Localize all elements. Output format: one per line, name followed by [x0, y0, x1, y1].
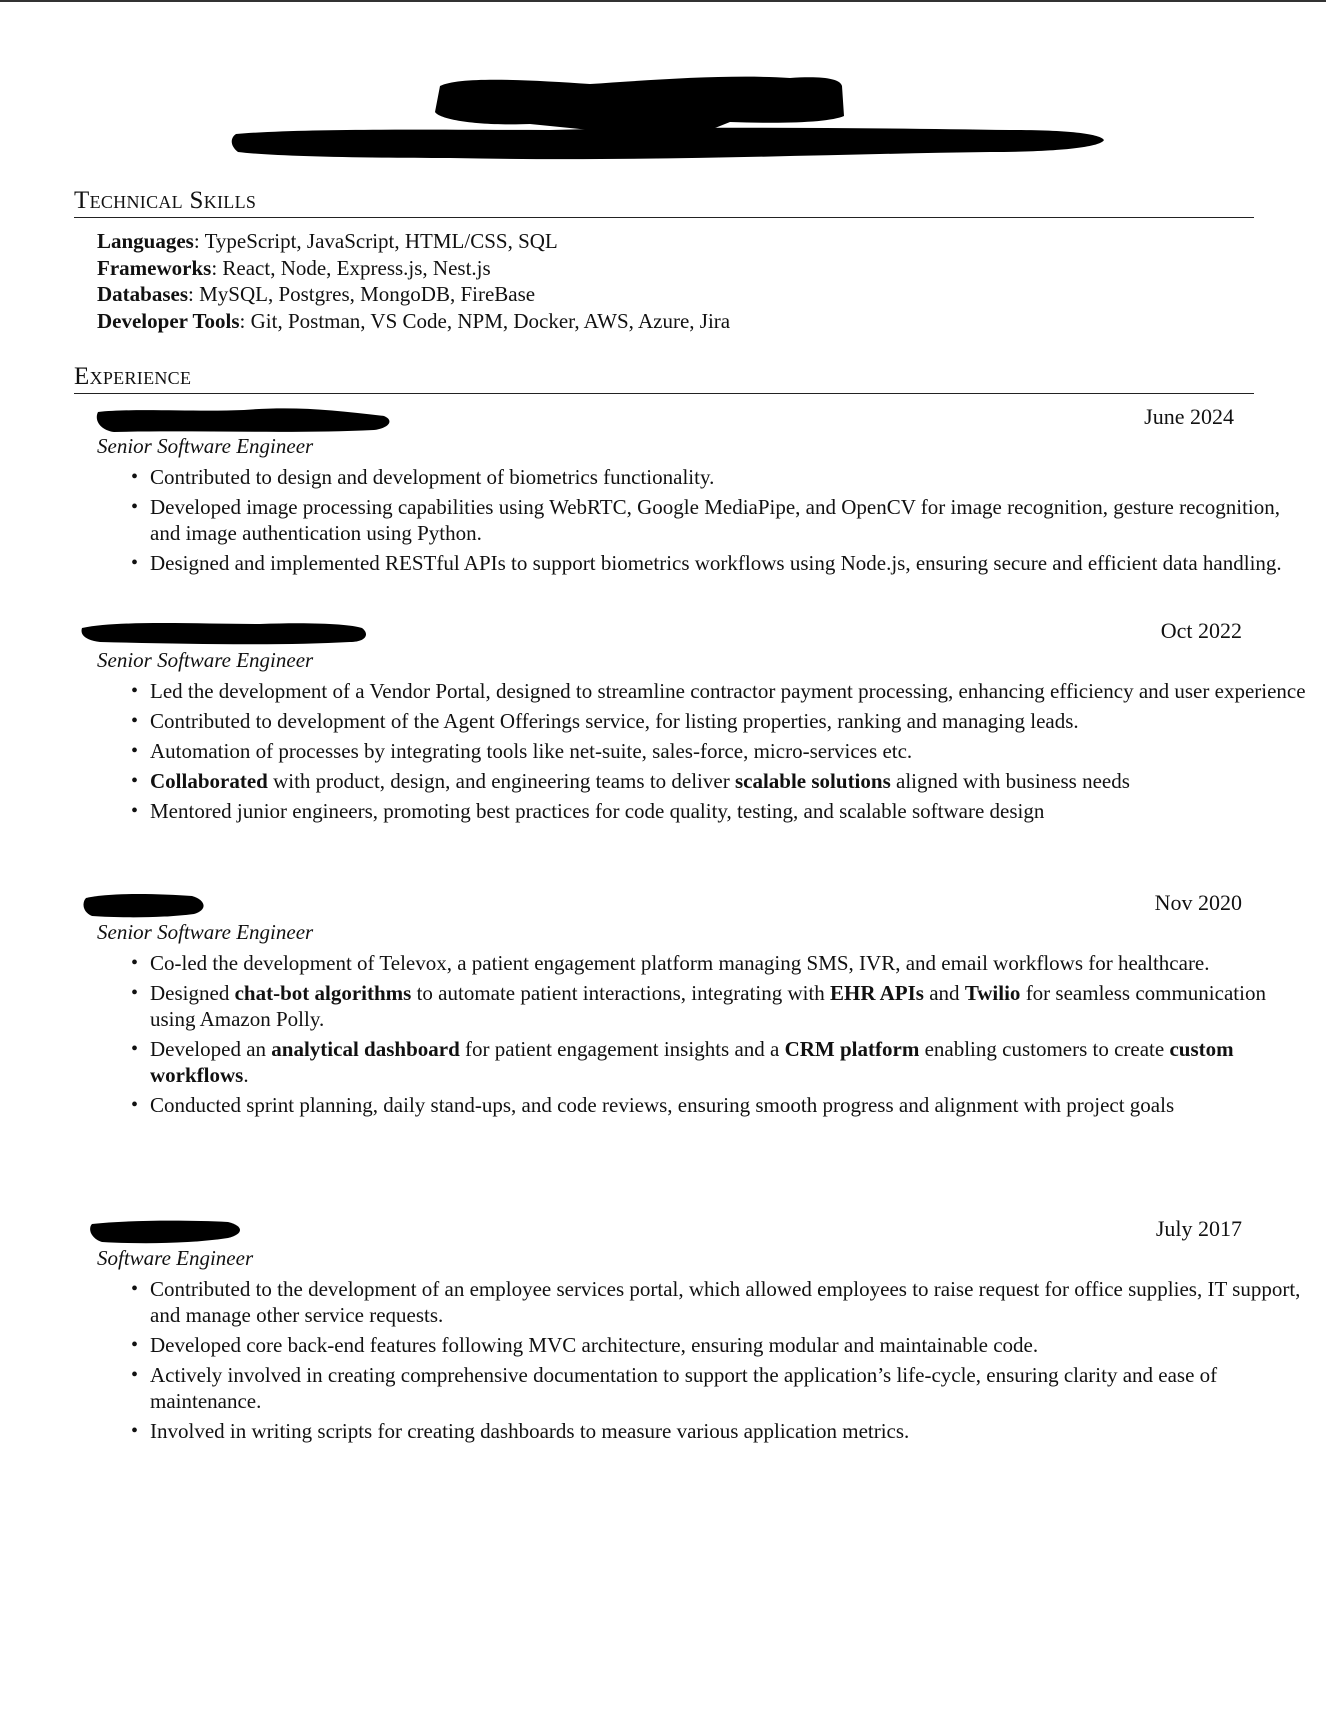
- job-role: Senior Software Engineer: [97, 434, 314, 458]
- bullet-item: • Actively involved in creating comprehensive documentation to support the application’s life-cycle, ensuring clarity and ease of maintenance.: [150, 1362, 1310, 1414]
- bullet-item: • Developed image processing capabilities using WebRTC, Google MediaPipe, and OpenCV for image recognition, gesture recognition, and image authentication using Python.: [150, 494, 1310, 546]
- bullet-item: • Mentored junior engineers, promoting best practices for code quality, testing, and scalable software design: [150, 798, 1310, 824]
- skill-row-databases: Databases: MySQL, Postgres, MongoDB, FireBase: [97, 282, 536, 306]
- bullet-item: • Developed core back-end features following MVC architecture, ensuring modular and maintainable code.: [150, 1332, 1310, 1358]
- skill-row-developer-tools: Developer Tools: Git, Postman, VS Code, NPM, Docker, AWS, Azure, Jira: [97, 308, 731, 333]
- skills-section-title: Technical Skills: [74, 186, 1254, 218]
- experience-section-title: Experience: [74, 362, 1254, 394]
- job-date: Nov 2020: [1154, 890, 1242, 915]
- bullet-item: • Conducted sprint planning, daily stand-ups, and code reviews, ensuring smooth progress and alignment with project goals: [150, 1092, 1310, 1118]
- bullet-item: • Contributed to design and development of biometrics functionality.: [150, 464, 1310, 490]
- bullet-item: • Designed and implemented RESTful APIs to support biometrics workflows using Node.js, ensuring secure and efficient data handling.: [150, 550, 1310, 576]
- redacted-company-name: [80, 618, 380, 648]
- bullet-item: • Contributed to development of the Agent Offerings service, for listing properties, ranking and managing leads.: [150, 708, 1310, 734]
- job-role: Software Engineer: [97, 1246, 254, 1270]
- job-role: Senior Software Engineer: [97, 648, 314, 672]
- redacted-header: [230, 72, 1110, 172]
- bullet-item: • Designed chat-bot algorithms to automate patient interactions, integrating with EHR APIs and Twilio for seamless communication using Amazon Polly.: [150, 980, 1310, 1032]
- page-top-border: [0, 0, 1326, 2]
- bullet-item: • Developed an analytical dashboard for patient engagement insights and a CRM platform enabling customers to create custom workflows.: [150, 1036, 1310, 1088]
- skill-row-languages: Languages: TypeScript, JavaScript, HTML/CSS, SQL: [97, 229, 558, 253]
- job-bullets: [74, 464, 1310, 580]
- skill-row-frameworks: Frameworks: React, Node, Express.js, Nest.js: [97, 255, 491, 280]
- job-bullets: [74, 1276, 1310, 1448]
- bullet-item: • Collaborated with product, design, and engineering teams to deliver scalable solutions aligned with business needs: [150, 768, 1310, 794]
- job-date: June 2024: [1144, 404, 1234, 429]
- job-bullets: [74, 950, 1310, 1122]
- job-role: Senior Software Engineer: [97, 920, 314, 944]
- redacted-company-name: [82, 890, 212, 920]
- job-date: July 2017: [1155, 1216, 1242, 1241]
- bullet-item: • Involved in writing scripts for creating dashboards to measure various application metrics.: [150, 1418, 1310, 1444]
- job-bullets: [74, 678, 1310, 828]
- bullet-item: • Automation of processes by integrating tools like net-suite, sales-force, micro-services etc.: [150, 738, 1310, 764]
- redacted-company-name: [88, 1216, 248, 1246]
- job-date: Oct 2022: [1160, 618, 1242, 643]
- bullet-item: • Contributed to the development of an employee services portal, which allowed employees to raise request for office supplies, IT support, and manage other service requests.: [150, 1276, 1310, 1328]
- bullet-item: • Led the development of a Vendor Portal, designed to streamline contractor payment processing, enhancing efficiency and user experience: [150, 678, 1310, 704]
- skills-list: [97, 228, 730, 334]
- bullet-item: • Co-led the development of Televox, a patient engagement platform managing SMS, IVR, and email workflows for healthcare.: [150, 950, 1310, 976]
- redacted-company-name: [94, 404, 394, 434]
